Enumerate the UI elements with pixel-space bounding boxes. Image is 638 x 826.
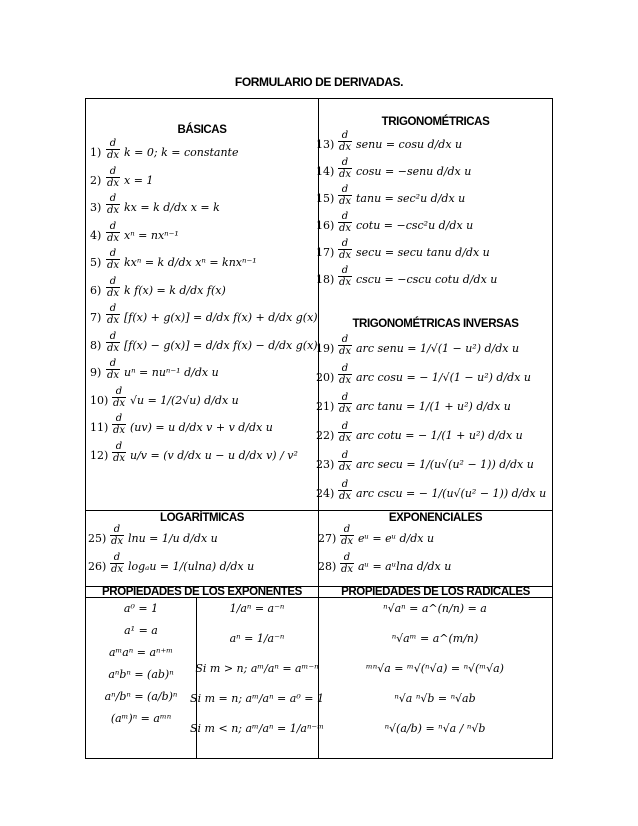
formula-body: k = 0; k = constante	[124, 146, 239, 159]
heading-propiedades-radicales: PROPIEDADES DE LOS RADICALES	[341, 586, 530, 598]
formula-number: 19)	[316, 342, 335, 355]
formula-body: lnu = 1/u d/dx u	[128, 532, 218, 545]
formula-number: 9)	[90, 366, 102, 379]
document-title: FORMULARIO DE DERIVADAS.	[234, 75, 404, 89]
formula-body: [f(x) + g(x)] = d/dx f(x) + d/dx g(x)	[124, 311, 318, 324]
radical-property-0: ⁿ√aⁿ = a^(n/n) = a	[383, 602, 487, 615]
derivative-operator: d dx	[112, 385, 126, 409]
derivative-operator: d dx	[338, 265, 352, 288]
formula-body: cotu = −csc²u d/dx u	[356, 219, 474, 232]
formula-number: 12)	[90, 448, 109, 462]
formula-number: 2)	[90, 173, 102, 187]
formula-number: 23)	[316, 458, 335, 471]
formula-body: uⁿ = nuⁿ⁻¹ d/dx u	[124, 366, 219, 379]
formula-body: x = 1	[124, 173, 154, 187]
derivative-operator: d dx	[106, 165, 120, 189]
derivative-operator: d dx	[106, 358, 120, 381]
formula-body: secu = secu tanu d/dx u	[356, 246, 490, 259]
exponent-property-right-3: Si m = n; aᵐ/aⁿ = a⁰ = 1	[190, 692, 324, 705]
formula-body: cosu = −senu d/dx u	[356, 165, 472, 178]
formula-body: logₐu = 1/(ulna) d/dx u	[128, 560, 255, 573]
exponent-property-left-0: a⁰ = 1	[123, 602, 159, 615]
formula-number: 15)	[316, 192, 335, 205]
table-border-left	[85, 98, 86, 759]
formula-number: 18)	[316, 273, 335, 286]
exponent-property-left-2: aᵐaⁿ = aⁿ⁺ᵐ	[108, 646, 174, 659]
formula-body: arc secu = 1/(u√(u² − 1)) d/dx u	[356, 458, 534, 471]
exponent-property-left-1: a¹ = a	[124, 624, 158, 637]
exponent-property-left-4: aⁿ/bⁿ = (a/b)ⁿ	[104, 690, 178, 703]
formula-number: 1)	[90, 146, 102, 159]
formula-body: eᵘ = eᵘ d/dx u	[358, 532, 435, 545]
formula-body: arc cotu = − 1/(1 + u²) d/dx u	[356, 429, 523, 442]
derivative-operator: d dx	[338, 238, 352, 261]
heading-trigonometricas-inversas: TRIGONOMÉTRICAS INVERSAS	[352, 318, 519, 330]
formula-body: cscu = −cscu cotu d/dx u	[356, 273, 498, 286]
formula-body: kxⁿ = k d/dx xⁿ = knxⁿ⁻¹	[124, 256, 257, 269]
exponent-property-left-3: aⁿbⁿ = (ab)ⁿ	[108, 668, 174, 681]
formula-number: 27)	[318, 532, 337, 545]
formula-body: (uv) = u d/dx v + v d/dx u	[130, 421, 273, 434]
exponent-property-right-2: Si m > n; aᵐ/aⁿ = aᵐ⁻ⁿ	[195, 662, 319, 675]
formula-body: arc cscu = − 1/(u√(u² − 1)) d/dx u	[356, 487, 547, 500]
derivative-operator: d dx	[112, 413, 126, 436]
derivative-operator: d dx	[106, 138, 120, 161]
derivative-operator: d dx	[106, 193, 120, 216]
derivative-operator: d dx	[338, 334, 352, 357]
formula-body: u/v = (v d/dx u − u d/dx v) / v²	[130, 448, 298, 462]
formula-body: kx = k d/dx x = k	[124, 201, 220, 214]
derivative-operator: d dx	[106, 303, 120, 326]
derivative-operator: d dx	[106, 275, 120, 299]
heading-logaritmicas: LOGARÍTMICAS	[160, 512, 244, 524]
heading-trigonometricas: TRIGONOMÉTRICAS	[381, 116, 490, 128]
derivative-operator: d dx	[338, 211, 352, 234]
derivative-operator: d dx	[338, 157, 352, 180]
formula-body: k f(x) = k d/dx f(x)	[124, 283, 226, 297]
derivative-operator: d dx	[338, 421, 352, 444]
derivative-operator: d dx	[112, 440, 126, 464]
derivative-operator: d dx	[106, 330, 120, 354]
radical-property-1: ⁿ√aᵐ = a^(m/n)	[391, 632, 479, 645]
exponent-property-left-5: (aᵐ)ⁿ = aᵐⁿ	[110, 712, 172, 725]
derivative-operator: d dx	[106, 220, 120, 244]
formula-number: 17)	[316, 246, 335, 259]
derivative-operator: d dx	[338, 479, 352, 502]
derivative-operator: d dx	[106, 248, 120, 271]
formula-number: 21)	[316, 400, 335, 413]
formula-number: 10)	[90, 393, 109, 407]
formula-number: 14)	[316, 165, 335, 178]
exponent-property-right-4: Si m < n; aᵐ/aⁿ = 1/aⁿ⁻ᵐ	[190, 722, 324, 735]
heading-propiedades-exponentes: PROPIEDADES DE LOS EXPONENTES	[102, 586, 302, 598]
formula-number: 7)	[90, 311, 102, 324]
formula-number: 24)	[316, 487, 335, 500]
table-border-top	[85, 98, 553, 99]
formula-body: arc senu = 1/√(1 − u²) d/dx u	[356, 342, 520, 355]
derivative-operator: d dx	[338, 392, 352, 415]
derivative-operator: d dx	[340, 524, 354, 547]
table-border-bottom	[85, 758, 553, 759]
formula-body: tanu = sec²u d/dx u	[356, 192, 466, 205]
formula-number: 5)	[90, 256, 102, 269]
formula-number: 8)	[90, 338, 102, 352]
formula-body: √u = 1/(2√u) d/dx u	[130, 393, 239, 407]
radical-property-2: ᵐⁿ√a = ᵐ√(ⁿ√a) = ⁿ√(ᵐ√a)	[366, 662, 504, 675]
formula-number: 20)	[316, 371, 335, 384]
derivative-operator: d dx	[338, 450, 352, 473]
formula-body: xⁿ = nxⁿ⁻¹	[124, 228, 179, 242]
formula-number: 22)	[316, 429, 335, 442]
formula-number: 16)	[316, 219, 335, 232]
formula-number: 28)	[318, 560, 337, 573]
formula-body: senu = cosu d/dx u	[356, 138, 463, 151]
formula-body: arc cosu = − 1/√(1 − u²) d/dx u	[356, 371, 531, 384]
exponent-property-right-0: 1/aⁿ = a⁻ⁿ	[229, 602, 285, 615]
derivative-operator: d dx	[338, 363, 352, 386]
formula-number: 6)	[90, 283, 102, 297]
radical-property-4: ⁿ√(a/b) = ⁿ√a / ⁿ√b	[384, 722, 486, 735]
heading-exponenciales: EXPONENCIALES	[388, 512, 483, 524]
formula-body: [f(x) − g(x)] = d/dx f(x) − d/dx g(x)	[124, 338, 318, 352]
exponent-property-right-1: aⁿ = 1/a⁻ⁿ	[229, 632, 285, 645]
formula-number: 3)	[90, 201, 102, 214]
heading-basicas: BÁSICAS	[177, 124, 227, 136]
table-border-right	[552, 98, 553, 759]
formula-number: 4)	[90, 228, 102, 242]
formula-number: 13)	[316, 138, 335, 151]
derivative-operator: d dx	[338, 184, 352, 207]
table-divider-row1	[85, 510, 553, 511]
formula-number: 11)	[90, 421, 109, 434]
formula-number: 25)	[88, 532, 107, 545]
derivative-operator: d dx	[340, 552, 354, 575]
formula-body: aᵘ = aᵘlna d/dx u	[358, 560, 452, 573]
derivative-operator: d dx	[110, 524, 124, 547]
derivative-operator: d dx	[338, 130, 352, 153]
formula-number: 26)	[88, 560, 107, 573]
derivative-operator: d dx	[110, 552, 124, 575]
formula-body: arc tanu = 1/(1 + u²) d/dx u	[356, 400, 511, 413]
radical-property-3: ⁿ√a ⁿ√b = ⁿ√ab	[394, 692, 476, 705]
